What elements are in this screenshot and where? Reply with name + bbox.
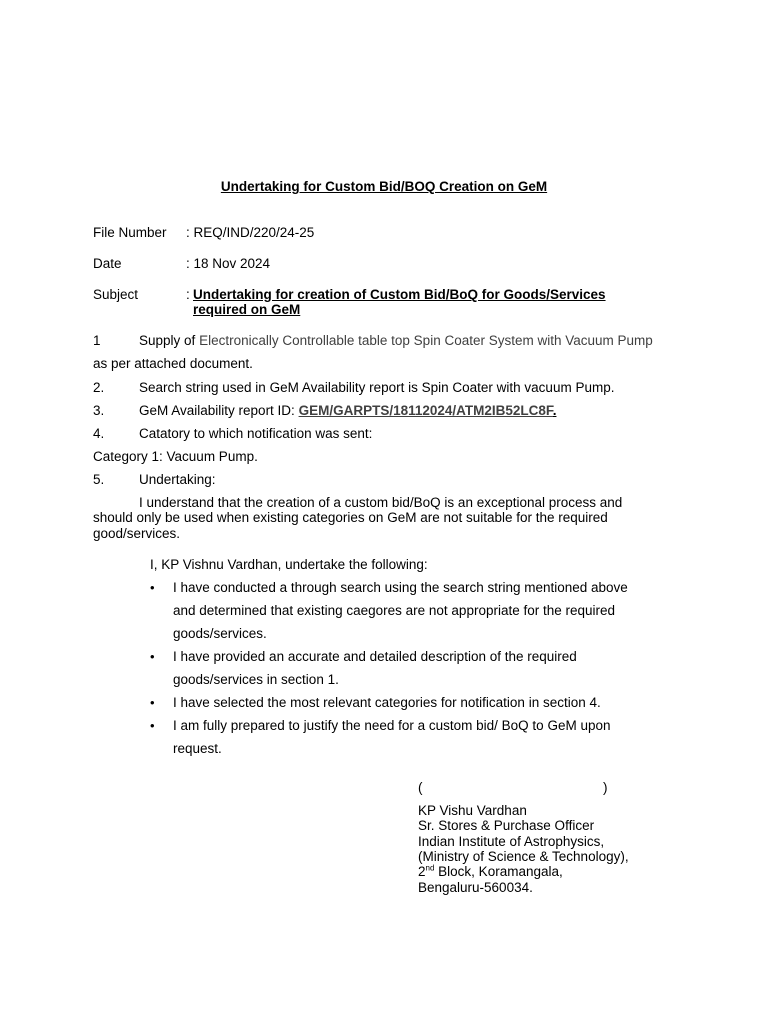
signatory-address-block bbox=[418, 864, 563, 880]
category-line: Category 1: Vacuum Pump. bbox=[93, 449, 258, 464]
paragraph-line-2: should only be used when existing categories on GeM are not suitable for the required bbox=[93, 510, 608, 525]
item-2-text: Search string used in GeM Availability report is Spin Coater with vacuum Pump. bbox=[139, 380, 615, 395]
bullet-3-icon: • bbox=[150, 695, 155, 710]
item-4-text: Catatory to which notification was sent: bbox=[139, 426, 373, 441]
bullet-1-line-2: and determined that existing caegores are not appropriate for the required bbox=[173, 603, 616, 618]
bullet-4-icon: • bbox=[150, 718, 155, 733]
signatory-ministry: (Ministry of Science & Technology), bbox=[418, 849, 629, 864]
item-3-period: . bbox=[552, 403, 557, 418]
bullet-4-line-2: request. bbox=[173, 741, 222, 756]
bullet-2-line-1: I have provided an accurate and detailed description of the required bbox=[173, 649, 577, 664]
item-3-text bbox=[139, 403, 556, 418]
date-value: : 18 Nov 2024 bbox=[186, 256, 271, 271]
paragraph-line-1: I understand that the creation of a custom bid/BoQ is an exceptional process and bbox=[139, 495, 623, 510]
declaration-line: I, KP Vishnu Vardhan, undertake the following: bbox=[150, 557, 428, 572]
bullet-1-icon: • bbox=[150, 580, 155, 595]
signatory-institute: Indian Institute of Astrophysics, bbox=[418, 834, 605, 849]
subject-line-1: Undertaking for creation of Custom Bid/BoQ for Goods/Services bbox=[193, 287, 606, 302]
subject-label: Subject bbox=[93, 287, 139, 302]
bullet-4-line-1: I am fully prepared to justify the need for a custom bid/ BoQ to GeM upon bbox=[173, 718, 611, 733]
item-1-continuation: as per attached document. bbox=[93, 356, 253, 371]
signatory-name: KP Vishu Vardhan bbox=[418, 803, 527, 818]
signatory-city: Bengaluru-560034. bbox=[418, 880, 533, 895]
block-rest: Block, Koramangala, bbox=[434, 864, 563, 879]
item-1-text bbox=[139, 333, 653, 348]
item-5-text: Undertaking: bbox=[139, 472, 216, 487]
paragraph-line-3: good/services. bbox=[93, 526, 181, 541]
bullet-1-line-1: I have conducted a through search using the search string mentioned above bbox=[173, 580, 628, 595]
document-title: Undertaking for Custom Bid/BOQ Creation on GeM bbox=[220, 179, 548, 194]
file-number-label: File Number bbox=[93, 225, 167, 240]
bullet-1-line-3: goods/services. bbox=[173, 626, 267, 641]
item-5-number: 5. bbox=[93, 472, 105, 487]
item-3-number: 3. bbox=[93, 403, 105, 418]
signatory-designation: Sr. Stores & Purchase Officer bbox=[418, 818, 595, 833]
item-3-label: GeM Availability report ID: bbox=[139, 403, 295, 418]
bullet-3-line-1: I have selected the most relevant categories for notification in section 4. bbox=[173, 695, 601, 710]
signature-open-paren: ( bbox=[418, 780, 423, 795]
bullet-2-icon: • bbox=[150, 649, 155, 664]
item-1-description: Electronically Controllable table top Spin Coater System with Vacuum Pump bbox=[199, 333, 653, 348]
date-label: Date bbox=[93, 256, 122, 271]
signature-close-paren: ) bbox=[603, 780, 608, 795]
block-suffix: nd bbox=[425, 863, 435, 873]
item-2-number: 2. bbox=[93, 380, 105, 395]
subject-colon: : bbox=[186, 287, 190, 302]
availability-report-link[interactable]: GEM/GARPTS/18112024/ATM2IB52LC8F bbox=[298, 403, 553, 418]
bullet-2-line-2: goods/services in section 1. bbox=[173, 672, 339, 687]
subject-line-2: required on GeM bbox=[193, 302, 301, 317]
block-number: 2 bbox=[418, 864, 426, 879]
item-1-number: 1 bbox=[93, 333, 101, 348]
file-number-value: : REQ/IND/220/24-25 bbox=[186, 225, 315, 240]
item-1-prefix: Supply of bbox=[139, 333, 196, 348]
item-4-number: 4. bbox=[93, 426, 105, 441]
